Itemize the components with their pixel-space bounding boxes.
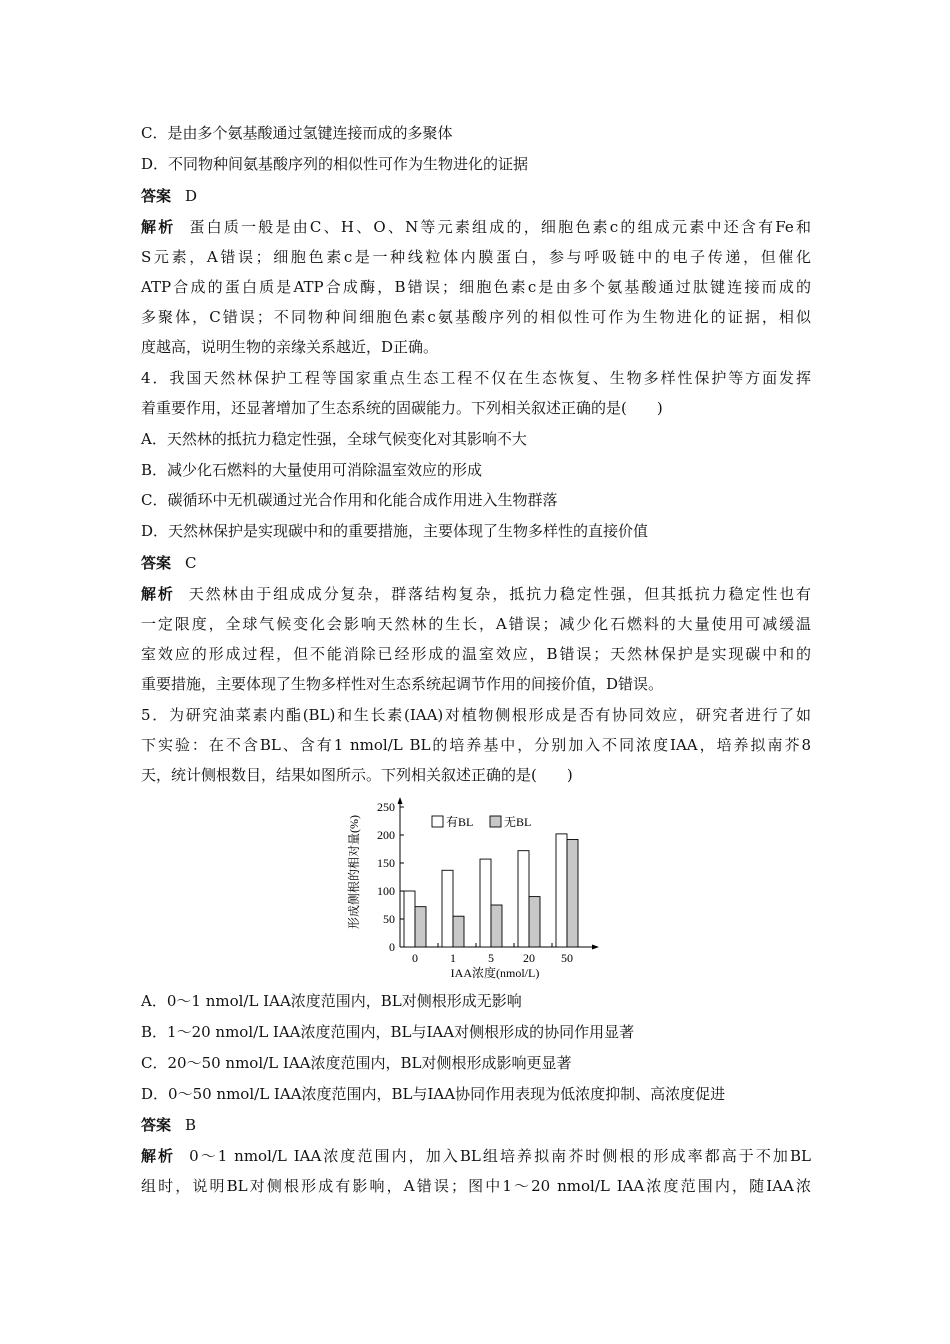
legend-label-without-bl: 无BL [504, 815, 532, 829]
y-tick-label: 50 [383, 912, 395, 926]
bar-with-bl-0 [404, 891, 415, 947]
legend-swatch-with-bl [432, 816, 443, 827]
q5-option-b: B．1～20 nmol/L IAA浓度范围内，BL与IAA对侧根形成的协同作用显著 [141, 1023, 635, 1041]
legend-label-with-bl: 有BL [446, 815, 474, 829]
bar-with-bl-5 [480, 859, 491, 947]
prev-option-d: D．不同物种间氨基酸序列的相似性可作为生物进化的证据 [141, 155, 529, 173]
q4-analysis-line: 重要措施，主要体现了生物多样性对生态系统起调节作用的间接价值，D错误。 [141, 675, 664, 693]
answer-label: 答案 [141, 1116, 172, 1134]
answer-label: 答案 [141, 187, 172, 205]
x-tick-label: 50 [561, 951, 573, 965]
prev-analysis-line: ATP合成的蛋白质是ATP合成酶，B错误；细胞色素c是由多个氨基酸通过肽键连接而成的 [141, 278, 811, 296]
y-tick-label: 100 [377, 884, 395, 898]
x-tick-label: 0 [412, 951, 418, 965]
analysis-label: 解析 [141, 218, 176, 236]
bar-with-bl-20 [518, 851, 529, 947]
q5-stem-line: 5．为研究油菜素内酯(BL)和生长素(IAA)对植物侧根形成是否有协同效应，研究者进行了如 [141, 706, 811, 724]
x-tick-label: 5 [488, 951, 494, 965]
y-tick-label: 250 [377, 800, 395, 814]
lateral-root-bar-chart [342, 793, 612, 983]
legend-swatch-without-bl [490, 816, 501, 827]
q4-option-d: D．天然林保护是实现碳中和的重要措施，主要体现了生物多样性的直接价值 [141, 522, 649, 540]
chart-legend [432, 815, 531, 829]
y-tick-label: 150 [377, 856, 395, 870]
q5-stem-line: 天，统计侧根数目，结果如图所示。下列相关叙述正确的是( ) [141, 766, 573, 784]
q5-analysis-line: 解析 0～1 nmol/L IAA浓度范围内，加入BL组培养拟南芥时侧根的形成率都高于不加BL [141, 1147, 811, 1165]
bar-without-bl-5 [491, 905, 502, 947]
analysis-label: 解析 [141, 585, 175, 603]
y-axis-label: 形成侧根的相对量(%) [347, 815, 361, 929]
q4-option-c: C．碳循环中无机碳通过光合作用和化能合成作用进入生物群落 [141, 491, 558, 509]
answer-value: D [185, 187, 198, 205]
q5-stem-line: 下实验：在不含BL、含有1 nmol/L BL的培养基中，分别加入不同浓度IAA，培养拟南芥8 [141, 736, 811, 754]
q4-option-b: B．减少化石燃料的大量使用可消除温室效应的形成 [141, 461, 483, 479]
q4-analysis-line: 一定限度，全球气候变化会影响天然林的生长，A错误；减少化石燃料的大量使用可减缓温 [141, 615, 811, 633]
y-tick-label: 200 [377, 828, 395, 842]
x-tick-label: 20 [523, 951, 535, 965]
q4-answer [141, 553, 811, 573]
q4-analysis-line: 解析 天然林由于组成成分复杂，群落结构复杂，抵抗力稳定性强，但其抵抗力稳定性也有 [141, 585, 811, 603]
q5-answer [141, 1115, 811, 1135]
x-tick-label: 1 [450, 951, 456, 965]
q5-option-c: C．20～50 nmol/L IAA浓度范围内，BL对侧根形成影响更显著 [141, 1054, 572, 1072]
q4-analysis-line: 室效应的形成过程，但不能消除已经形成的温室效应，B错误；天然林保护是实现碳中和的 [141, 645, 811, 663]
x-axis-label: IAA浓度(nmol/L) [450, 966, 540, 980]
answer-value: C [185, 554, 197, 572]
y-axis-arrow [398, 797, 403, 804]
bar-with-bl-50 [556, 834, 567, 947]
x-axis-arrow [592, 945, 599, 950]
bar-with-bl-1 [442, 870, 453, 947]
answer-value: B [185, 1116, 197, 1134]
analysis-label: 解析 [141, 1147, 176, 1165]
prev-analysis-line: 解析 蛋白质一般是由C、H、O、N等元素组成的，细胞色素c的组成元素中还含有Fe和 [141, 218, 811, 236]
y-tick-label: 0 [389, 940, 395, 954]
prev-analysis-line: S元素，A错误；细胞色素c是一种线粒体内膜蛋白，参与呼吸链中的电子传递，但催化 [141, 248, 811, 266]
prev-analysis-line: 多聚体，C错误；不同物种间细胞色素c氨基酸序列的相似性可作为生物进化的证据，相似 [141, 308, 811, 326]
q5-option-d: D．0～50 nmol/L IAA浓度范围内，BL与IAA协同作用表现为低浓度抑制、高浓度促进 [141, 1085, 726, 1103]
answer-label: 答案 [141, 554, 172, 572]
bar-without-bl-0 [415, 907, 426, 947]
bar-without-bl-1 [453, 916, 464, 947]
q5-option-a: A．0～1 nmol/L IAA浓度范围内，BL对侧根形成无影响 [141, 992, 522, 1010]
prev-option-c: C．是由多个氨基酸通过氢键连接而成的多聚体 [141, 124, 453, 142]
q5-analysis-line: 组时，说明BL对侧根形成有影响，A错误；图中1～20 nmol/L IAA浓度范围内，随IAA浓 [141, 1177, 811, 1195]
prev-analysis-line: 度越高，说明生物的亲缘关系越近，D正确。 [141, 338, 439, 356]
prev-answer [141, 186, 811, 206]
q4-stem-line: 4．我国天然林保护工程等国家重点生态工程不仅在生态恢复、生物多样性保护等方面发挥 [141, 369, 811, 387]
q4-option-a: A．天然林的抵抗力稳定性强，全球气候变化对其影响不大 [141, 430, 527, 448]
bar-without-bl-20 [529, 897, 540, 947]
bar-without-bl-50 [567, 839, 578, 947]
q4-stem-line: 着重要作用，还显著增加了生态系统的固碳能力。下列相关叙述正确的是( ) [141, 399, 663, 417]
